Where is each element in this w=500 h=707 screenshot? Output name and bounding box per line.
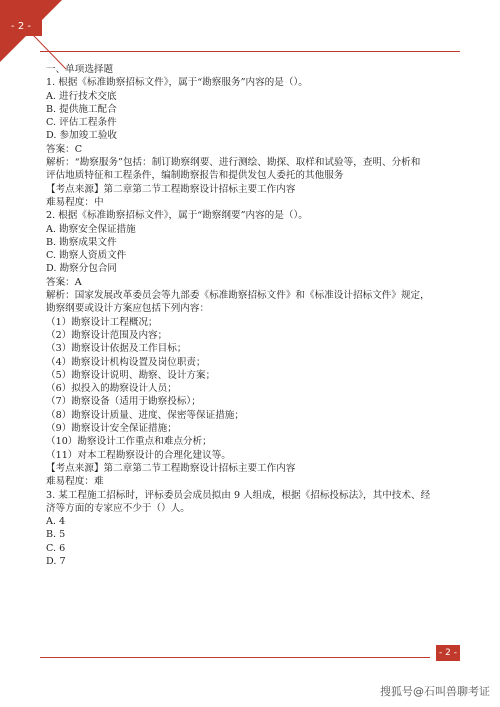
text-line: （7）勘察设备（适用于勘察投标）；	[46, 396, 201, 408]
text-line: C. 6	[46, 542, 66, 554]
text-line: B. 提供施工配合	[46, 103, 117, 115]
footer-rule	[40, 657, 430, 658]
text-line: 解析：“勘察服务”包括：制订勘察纲要、进行测绘、勘探、取样和试验等，查明、分析和	[46, 157, 421, 169]
text-line: C. 勘察人资质文件	[46, 250, 127, 262]
text-line: （11）对本工程勘察设计的合理化建议等。	[46, 449, 231, 461]
footer-page-number: - 2 -	[436, 645, 460, 661]
text-line: A. 勘察安全保证措施	[46, 223, 136, 235]
text-line: （3）勘察设计依据及工作目标；	[46, 343, 187, 355]
text-line: 【考点来源】第二章第二节工程勘察设计招标主要工作内容	[46, 462, 296, 474]
text-line: 勘察纲要或设计方案应包括下列内容：	[46, 303, 210, 315]
text-line: 2. 根据《标准勘察招标文件》，属于“勘察纲要”内容的是（）。	[46, 210, 308, 222]
text-line: D. 参加竣工验收	[46, 130, 118, 142]
text-line: 评估地质特征和工程条件，编制勘察报告和提供发包人委托的其他服务	[46, 170, 344, 182]
text-line: C. 评估工程条件	[46, 117, 117, 129]
document-body	[46, 63, 466, 568]
text-line: B. 5	[46, 529, 66, 541]
text-line: （8）勘察设计质量、进度、保密等保证措施；	[46, 409, 244, 421]
text-line: （9）勘察设计安全保证措施；	[46, 423, 177, 435]
text-line: 答案：A	[46, 276, 82, 288]
text-line: B. 勘察成果文件	[46, 236, 117, 248]
text-line: 济等方面的专家应不少于（）人。	[46, 502, 190, 514]
text-line: D. 勘察分包合同	[46, 263, 118, 275]
text-line: （6）拟投入的勘察设计人员；	[46, 383, 177, 395]
text-line: （4）勘察设计机构设置及岗位职责；	[46, 356, 206, 368]
text-line: 难易程度：难	[46, 476, 104, 488]
text-line: 一、单项选择题	[46, 64, 114, 75]
watermark-text: 搜狐号@石叫兽聊考证	[380, 685, 490, 698]
text-line: A. 4	[46, 516, 66, 528]
page-number-badge: - 2 -	[0, 18, 42, 36]
text-line: （5）勘察设计说明、勘察、设计方案；	[46, 369, 216, 381]
text-line: （1）勘察设计工程概况；	[46, 316, 158, 328]
text-line: 答案：C	[46, 143, 83, 155]
text-line: （10）勘察设计工作重点和难点分析；	[46, 436, 212, 448]
text-line: D. 7	[46, 555, 66, 567]
text-line: 3. 某工程施工招标时，评标委员会成员拟由 9 人组成，根据《招标投标法》，其中技术、经	[46, 489, 431, 501]
text-line: A. 进行技术交底	[46, 90, 117, 102]
text-line: 【考点来源】第二章第二节工程勘察设计招标主要工作内容	[46, 183, 296, 195]
text-line: 1. 根据《标准勘察招标文件》，属于“勘察服务”内容的是（）。	[46, 77, 308, 89]
header-rule	[40, 51, 460, 52]
text-line: 解析：国家发展改革委员会等九部委《标准勘察招标文件》和《标准设计招标文件》规定，	[46, 290, 430, 302]
text-line: （2）勘察设计范围及内容；	[46, 329, 168, 341]
text-line: 难易程度：中	[46, 196, 104, 208]
